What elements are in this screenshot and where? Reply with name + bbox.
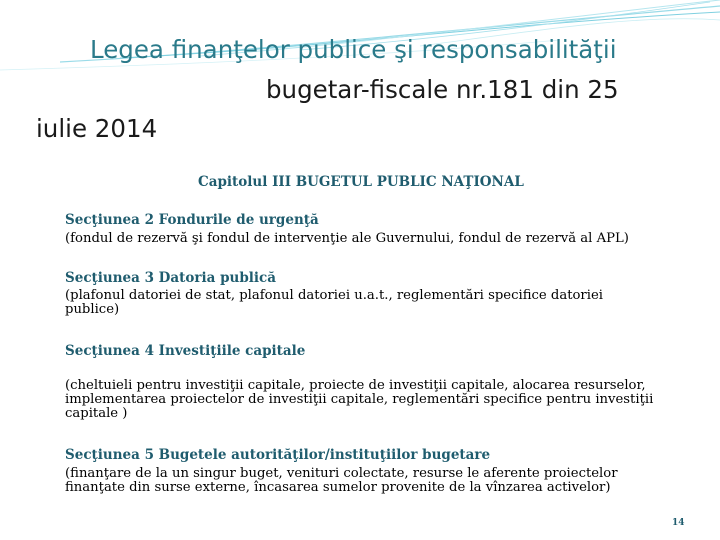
title-line-3: iulie 2014 (36, 114, 158, 143)
section-body: (fondul de rezervă şi fondul de intervenţie ale Guvernului, fondul de rezervă al APL) (65, 231, 629, 246)
chapter-heading: Capitolul III BUGETUL PUBLIC NAŢIONAL (198, 174, 524, 190)
section-title: Secţiunea 2 Fondurile de urgenţă (65, 212, 319, 228)
section-body: (cheltuieli pentru investiţii capitale, proiecte de investiţii capitale, alocarea resurselor, implementarea proiectelor de investiţii capitale, reglementări specifice pentru investiţii capitale ) (65, 378, 654, 421)
section-title: Secţiunea 5 Bugetele autorităţilor/instituţiilor bugetare (65, 447, 491, 463)
section-title: Secţiunea 3 Datoria publică (65, 270, 276, 286)
title-line-2: bugetar-fiscale nr.181 din 25 (266, 75, 619, 104)
title-line-1: Legea finanţelor publice şi responsabilităţii (90, 35, 617, 64)
section-body: (plafonul datoriei de stat, plafonul datoriei u.a.t., reglementări specifice datoriei publice) (65, 288, 603, 317)
page-number: 14 (672, 518, 685, 528)
section-body: (finanţare de la un singur buget, venituri colectate, resurse le aferente proiectelor finanţate din surse externe, încasarea sumelor provenite de la vînzarea activelor) (65, 466, 618, 495)
section-title: Secţiunea 4 Investiţiile capitale (65, 343, 306, 359)
